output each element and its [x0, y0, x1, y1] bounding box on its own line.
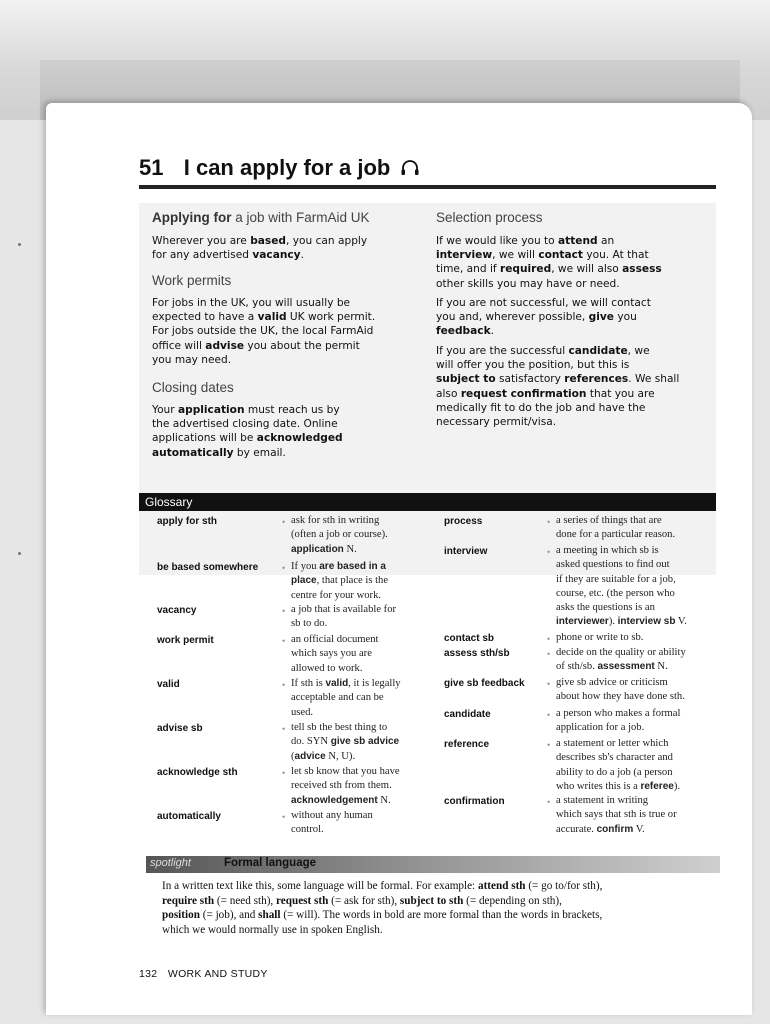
text-line: Wherever you are based, you can apply — [152, 235, 368, 247]
definition-line: who writes this is a referee). — [556, 780, 680, 792]
text-line: the advertised closing date. Online — [152, 418, 338, 431]
page-footer — [139, 968, 268, 980]
headphones-icon[interactable] — [400, 160, 420, 176]
bullet-dot: • — [282, 563, 286, 573]
text-line: Your application must reach us by — [152, 404, 340, 416]
definition-line: of sth/sb. assessment N. — [556, 661, 668, 673]
definition-line: acceptable and can be — [291, 692, 384, 704]
definition-line: used. — [291, 706, 314, 718]
text-line: expected to have a valid UK work permit. — [152, 311, 376, 324]
definition-line: a series of things that are — [556, 515, 662, 526]
definition-line: accurate. confirm V. — [556, 823, 645, 835]
text-line: for any advertised vacancy. — [152, 249, 304, 262]
bullet-dot: • — [282, 517, 286, 527]
glossary-definition — [291, 765, 441, 808]
definition-line: place, that place is the — [291, 575, 389, 587]
definition-line: a statement or letter which — [556, 738, 669, 749]
definition-line: If you are based in a — [291, 561, 386, 572]
definition-line: if they are suitable for a job, — [556, 573, 676, 585]
page-number: 132 — [139, 968, 158, 980]
text-line: For jobs in the UK, you will usually be — [152, 297, 351, 309]
definition-line: (often a job or course). — [291, 529, 388, 541]
glossary-term: give sb feedback — [444, 678, 525, 689]
glossary-definition — [556, 646, 706, 675]
definition-line: let sb know that you have — [291, 766, 400, 777]
closing-dates-paragraph — [152, 403, 422, 460]
heading-applying: Applying for a job with FarmAid UK — [152, 210, 370, 225]
glossary-term: work permit — [157, 635, 214, 646]
definition-line: asked questions to find out — [556, 559, 670, 571]
text-line: office will advise you about the permit — [152, 339, 360, 352]
glossary-header: Glossary — [139, 493, 716, 511]
definition-line: received sth from them. — [291, 780, 392, 792]
glossary-definition — [556, 514, 706, 543]
definition-line: If sth is valid, it is legally — [291, 678, 401, 689]
definition-line: a person who makes a formal — [556, 708, 681, 719]
definition-line: which says you are — [291, 648, 372, 660]
bullet-dot: • — [282, 768, 286, 778]
text-line: time, and if required, we will also assess — [436, 263, 662, 276]
scan-background — [0, 0, 770, 120]
heading-closing-dates: Closing dates — [152, 380, 234, 395]
selection-paragraph-3 — [436, 344, 716, 429]
definition-line: application N. — [291, 543, 357, 555]
spotlight-title: Formal language — [224, 857, 317, 869]
glossary-definition — [291, 721, 441, 764]
text-line: also request confirmation that you are — [436, 387, 655, 400]
glossary-term: valid — [157, 679, 180, 690]
definition-line: a meeting in which sb is — [556, 545, 659, 556]
definition-line: control. — [291, 824, 324, 836]
glossary-definition — [556, 737, 706, 794]
glossary-term: be based somewhere — [157, 562, 259, 573]
definition-line: ask for sth in writing — [291, 515, 380, 526]
glossary-definition — [556, 676, 706, 705]
text-line: applications will be acknowledged — [152, 432, 343, 445]
glossary-definition — [291, 560, 441, 603]
definition-line: decide on the quality or ability — [556, 647, 686, 658]
page-title — [139, 155, 420, 181]
definition-line: acknowledgement N. — [291, 794, 391, 806]
definition-line: phone or write to sb. — [556, 632, 644, 643]
definition-line: which says that sth is true or — [556, 809, 677, 821]
text-line: necessary permit/visa. — [436, 416, 557, 429]
glossary-term: vacancy — [157, 605, 197, 616]
text-line: If we would like you to attend an — [436, 235, 615, 247]
spotlight-line: which we would normally use in spoken English. — [162, 923, 383, 936]
definition-line: done for a particular reason. — [556, 529, 676, 541]
bullet-dot: • — [547, 797, 551, 807]
glossary-definition — [556, 631, 706, 645]
unit-number: 51 — [139, 155, 164, 180]
glossary-term: reference — [444, 739, 490, 750]
definition-line: centre for your work. — [291, 589, 382, 601]
glossary-term: automatically — [157, 811, 221, 822]
work-permits-paragraph — [152, 296, 422, 367]
margin-mark — [18, 243, 21, 246]
glossary-term: acknowledge sth — [157, 767, 238, 778]
glossary-term: assess sth/sb — [444, 648, 510, 659]
selection-paragraph-2 — [436, 296, 716, 339]
definition-line: describes sb's character and — [556, 752, 673, 764]
definition-line: ability to do a job (a person — [556, 766, 673, 778]
glossary-term: confirmation — [444, 796, 505, 807]
bullet-dot: • — [547, 547, 551, 557]
bullet-dot: • — [282, 680, 286, 690]
definition-line: course, etc. (the person who — [556, 587, 675, 599]
bullet-dot: • — [547, 740, 551, 750]
heading-selection-process: Selection process — [436, 210, 543, 225]
text-line: For jobs outside the UK, the local FarmAid — [152, 325, 374, 338]
spotlight-line: require sth (= need sth), request sth (= ask for sth), subject to sth (= depending on sth), — [162, 894, 562, 907]
definition-line: do. SYN give sb advice — [291, 736, 400, 748]
glossary-term: advise sb — [157, 723, 203, 734]
bullet-dot: • — [282, 812, 286, 822]
bullet-dot: • — [547, 679, 551, 689]
glossary-definition — [556, 544, 706, 630]
text-line: interview, we will contact you. At that — [436, 249, 649, 262]
text-line: you may need. — [152, 353, 232, 366]
text-line: subject to satisfactory references. We shall — [436, 373, 680, 386]
title-rule — [139, 185, 716, 189]
glossary-definition — [291, 633, 441, 676]
definition-line: give sb advice or criticism — [556, 677, 668, 688]
bullet-dot: • — [282, 606, 286, 616]
definition-line: asks the questions is an — [556, 602, 655, 614]
bullet-dot: • — [547, 649, 551, 659]
bullet-dot: • — [547, 634, 551, 644]
spotlight-line: In a written text like this, some language will be formal. For example: attend sth (= go to/for sth), — [162, 880, 603, 892]
text-line: automatically by email. — [152, 446, 286, 459]
definition-line: sb to do. — [291, 618, 328, 630]
bullet-dot: • — [282, 636, 286, 646]
bullet-dot: • — [547, 710, 551, 720]
unit-title: I can apply for a job — [183, 155, 391, 180]
bullet-dot: • — [282, 724, 286, 734]
text-line: If you are the successful candidate, we — [436, 345, 650, 357]
definition-line: allowed to work. — [291, 662, 363, 674]
glossary-definition — [291, 603, 441, 632]
selection-paragraph-1 — [436, 234, 716, 291]
text-line: If you are not successful, we will contact — [436, 297, 651, 309]
glossary-definition — [291, 677, 441, 720]
definition-line: without any human — [291, 810, 373, 821]
spotlight-label: spotlight — [150, 857, 191, 869]
definition-line: application for a job. — [556, 722, 645, 734]
definition-line: an official document — [291, 634, 379, 645]
glossary-definition — [291, 514, 441, 557]
glossary-term: apply for sth — [157, 516, 218, 527]
definition-line: tell sb the best thing to — [291, 722, 388, 733]
section-name: WORK AND STUDY — [167, 968, 268, 980]
text-line: other skills you may have or need. — [436, 277, 620, 290]
text-line: will offer you the position, but this is — [436, 359, 630, 372]
glossary-term: interview — [444, 546, 488, 557]
glossary-term: candidate — [444, 709, 491, 720]
glossary-term: process — [444, 516, 483, 527]
definition-line: a job that is available for — [291, 604, 397, 615]
glossary-definition — [556, 707, 706, 736]
glossary-term: contact sb — [444, 633, 495, 644]
heading-work-permits: Work permits — [152, 273, 232, 288]
text-line: medically fit to do the job and have the — [436, 401, 646, 414]
book-page — [46, 103, 752, 1015]
text-line: you and, wherever possible, give you — [436, 311, 637, 324]
definition-line: about how they have done sth. — [556, 691, 685, 703]
bullet-dot: • — [547, 517, 551, 527]
glossary-definition — [291, 809, 441, 838]
definition-line: a statement in writing — [556, 795, 649, 806]
applying-paragraph — [152, 234, 422, 262]
glossary-definition — [556, 794, 706, 837]
text-line: feedback. — [436, 325, 494, 338]
definition-line: (advice N, U). — [291, 750, 356, 762]
margin-mark — [18, 552, 21, 555]
spotlight-line: position (= job), and shall (= will). The words in bold are more formal than the words in brackets, — [162, 909, 603, 921]
spotlight-text — [162, 879, 722, 937]
definition-line: interviewer). interview sb V. — [556, 616, 687, 628]
